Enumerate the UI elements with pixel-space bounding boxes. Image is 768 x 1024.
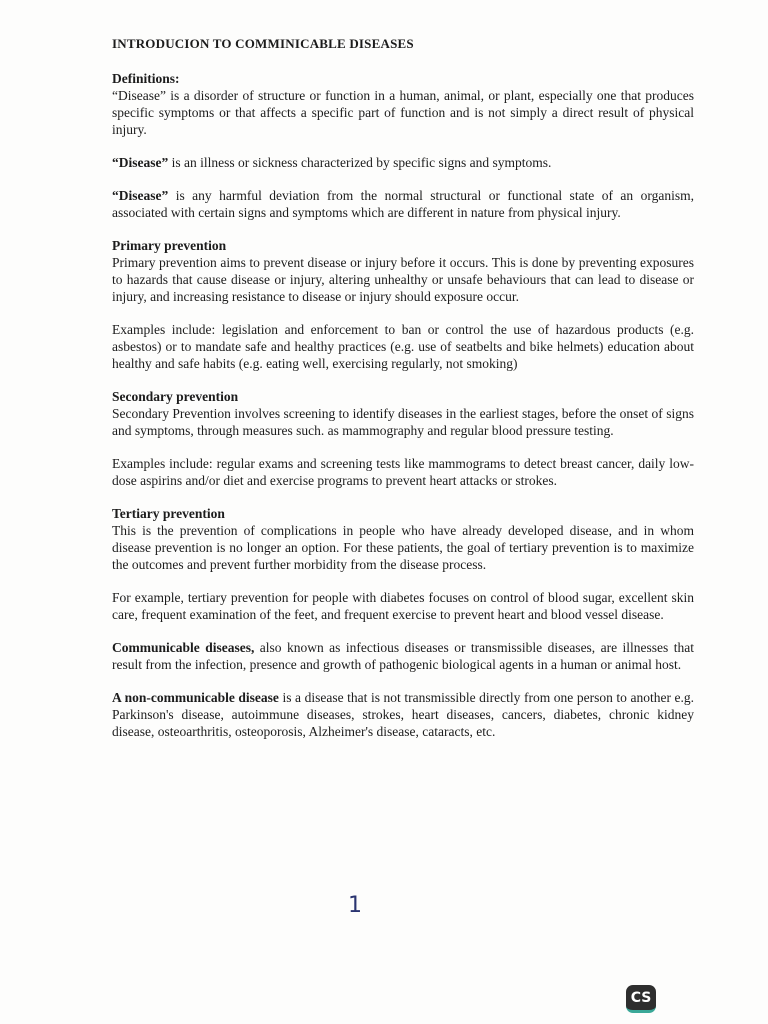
camscanner-logo-icon: CS [626,985,656,1013]
communicable-diseases-term: Communicable diseases, [112,640,255,655]
primary-prevention-heading: Primary prevention [112,238,227,253]
primary-prevention-examples: Examples include: legislation and enforcement to ban or control the use of hazardous products (e.g. asbestos) or to mandate safe and healthy practices (e.g. use of seatbelts and bike helmets) education about healthy and safe habits (e.g. eating well, exercising regularly, not smoking) [112,322,694,371]
tertiary-prevention-heading: Tertiary prevention [112,506,225,521]
non-communicable-disease-term: A non-communicable disease [112,690,279,705]
non-communicable-disease-text: is a disease that is not transmissible directly from one person to another e.g. Parkinson's disease, autoimmune diseases, strokes, heart diseases, cancers, diabetes, chronic kidney disease, osteoarthritis, osteoporosis, Alzheimer's disease, cataracts, etc. [112,690,695,739]
primary-prevention-body: Primary prevention aims to prevent disease or injury before it occurs. This is done by preventing exposures to hazards that cause disease or injury, altering unhealthy or unsafe behaviours that can lead to disease or injury, and increasing resistance to disease or injury should exposure occur. [112,255,694,304]
communicable-diseases-text: also known as infectious diseases or transmissible diseases, are illnesses that result from the infection, presence and growth of pathogenic biological agents in a human or animal host. [112,640,694,672]
secondary-prevention-examples: Examples include: regular exams and screening tests like mammograms to detect breast cancer, daily low-dose aspirins and/or diet and exercise programs to prevent heart attacks or strokes. [112,456,694,488]
definition-3-term: “Disease” [112,188,169,203]
definition-3-text: is any harmful deviation from the normal structural or functional state of an organism, associated with certain signs and symptoms which are different in nature from physical injury. [112,188,694,220]
page-title: INTRODUCION TO COMMINICABLE DISEASES [112,36,414,51]
secondary-prevention-body: Secondary Prevention involves screening to identify diseases in the earliest stages, before the onset of signs and symptoms, through measures such. as mammography and regular blood pressure testing. [112,406,694,438]
definition-2-text: is an illness or sickness characterized by specific signs and symptoms. [168,155,552,170]
definitions-heading: Definitions: [112,71,180,86]
non-communicable-disease-paragraph [112,689,694,740]
tertiary-prevention-examples: For example, tertiary prevention for people with diabetes focuses on control of blood sugar, excellent skin care, frequent examination of the feet, and frequent exercise to prevent heart and blood vessel disease. [112,590,694,622]
definition-1-term: “Disease” [112,88,166,103]
definition-2 [112,154,694,171]
secondary-prevention-heading: Secondary prevention [112,389,239,404]
definition-3 [112,187,694,221]
definition-1 [112,87,694,138]
handwritten-page-number: 1 [348,893,362,918]
document-content [112,36,694,756]
communicable-diseases-paragraph [112,639,694,673]
tertiary-prevention-body: This is the prevention of complications in people who have already developed disease, and in whom disease prevention is no longer an option. For these patients, the goal of tertiary prevention is to maximize the outcomes and prevent further morbidity from the disease process. [112,523,694,572]
definition-2-term: “Disease” [112,155,169,170]
definition-1-text: is a disorder of structure or function in a human, animal, or plant, especially one that produces specific symptoms or that affects a specific part of function and is not simply a direct result of physical injury. [112,88,694,137]
